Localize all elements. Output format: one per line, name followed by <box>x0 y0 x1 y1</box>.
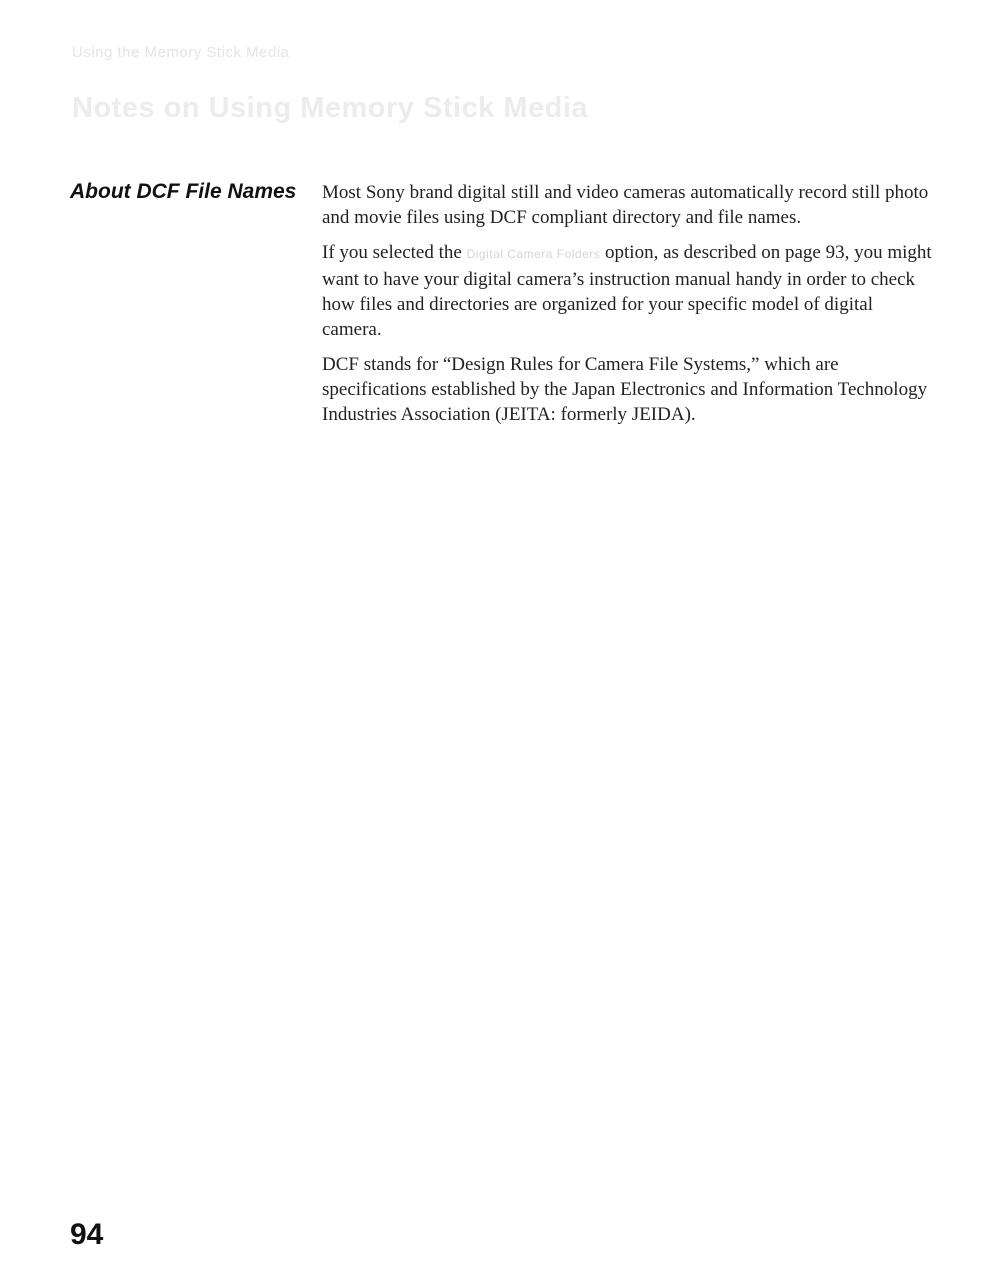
section-title: Notes on Using Memory Stick Media <box>72 92 589 124</box>
paragraph-3: DCF stands for “Design Rules for Camera File Systems,” which are specifications established by the Japan Electronics and Information Technology Industries Association (JEITA: formerly JEIDA). <box>322 354 928 425</box>
paragraph-2 <box>322 240 932 342</box>
body-column <box>322 180 932 437</box>
running-header: Using the Memory Stick Media <box>72 44 290 61</box>
page-number: 94 <box>70 1218 104 1251</box>
side-heading: About DCF File Names <box>70 180 297 203</box>
paragraph-1: Most Sony brand digital still and video cameras automatically record still photo and movie files using DCF compliant directory and file names. <box>322 182 929 228</box>
paragraph-2-before: If you selected the <box>322 242 467 263</box>
option-reference: Digital Camera Folders <box>466 247 601 261</box>
paragraph-2-after: option, as described on page 93, you might want to have your digital camera’s instruction manual handy in order to check how files and directories are organized for your specific model of digital camera. <box>322 242 932 340</box>
